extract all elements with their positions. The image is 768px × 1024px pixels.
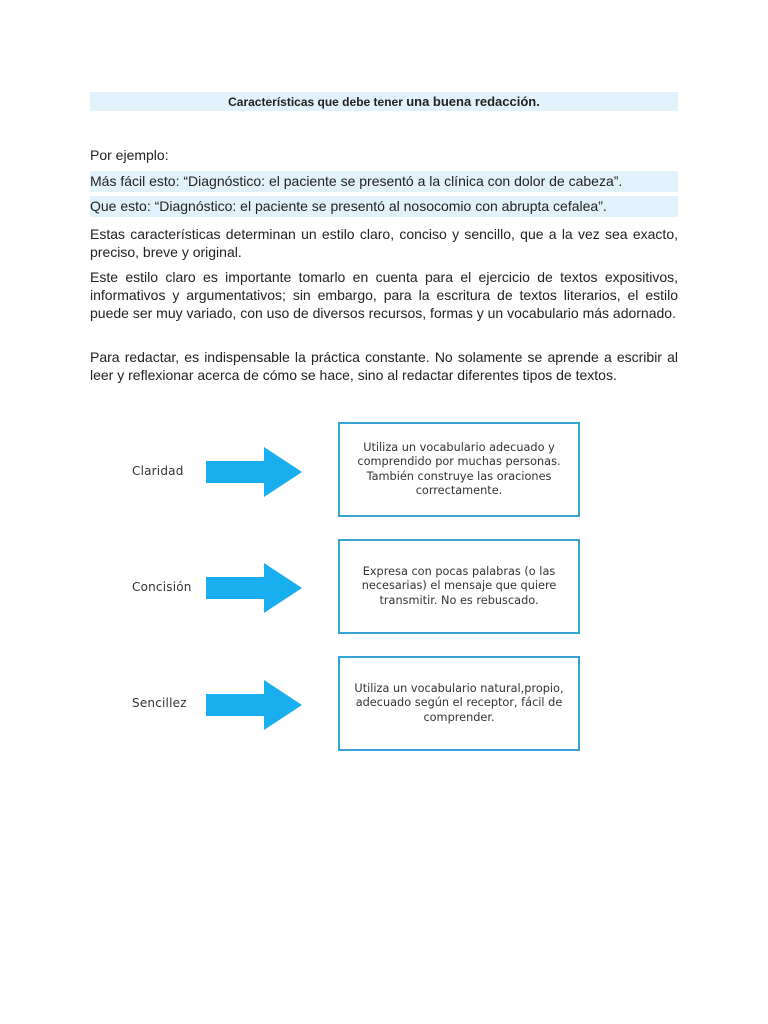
title-part-1: Características que debe tener [228, 95, 407, 109]
diagram-box-concision: Expresa con pocas palabras (o las necesarias) el mensaje que quiere transmitir. No es rebuscado. [338, 539, 580, 634]
intro-text: Por ejemplo: [90, 147, 169, 163]
paragraph-2: Este estilo claro es importante tomarlo en cuenta para el ejercicio de textos expositivos, informativos y argumentativos; sin embargo, para la escritura de textos literarios, el estilo puede ser muy variado, con uso de diversos recursos, formas y un vocabulario más adornado. [90, 269, 678, 321]
diagram-label-claridad: Claridad [132, 464, 184, 478]
diagram-label-concision: Concisión [132, 580, 192, 594]
arrow-shape [206, 680, 302, 730]
example-hard: Que esto: “Diagnóstico: el paciente se presentó al nosocomio con abrupta cefalea”. [90, 196, 678, 217]
diagram-box-claridad: Utiliza un vocabulario adecuado y comprendido por muchas personas. También construye las oraciones correctamente. [338, 422, 580, 517]
example-easy: Más fácil esto: “Diagnóstico: el paciente se presentó a la clínica con dolor de cabeza”. [90, 171, 678, 192]
arrow-shape [206, 563, 302, 613]
right-arrow-icon [206, 447, 302, 497]
diagram-label-sencillez: Sencillez [132, 696, 187, 710]
paragraph-1: Estas características determinan un estilo claro, conciso y sencillo, que a la vez sea exacto, preciso, breve y original. [90, 226, 678, 260]
right-arrow-icon [206, 563, 302, 613]
paragraph-3: Para redactar, es indispensable la práctica constante. No solamente se aprende a escribir al leer y reflexionar acerca de cómo se hace, sino al redactar diferentes tipos de textos. [90, 349, 678, 383]
right-arrow-icon [206, 680, 302, 730]
document-title [90, 92, 678, 111]
diagram-box-sencillez: Utiliza un vocabulario natural,propio, adecuado según el receptor, fácil de comprender. [338, 656, 580, 751]
title-part-2: una buena redacción. [406, 94, 540, 109]
arrow-shape [206, 447, 302, 497]
